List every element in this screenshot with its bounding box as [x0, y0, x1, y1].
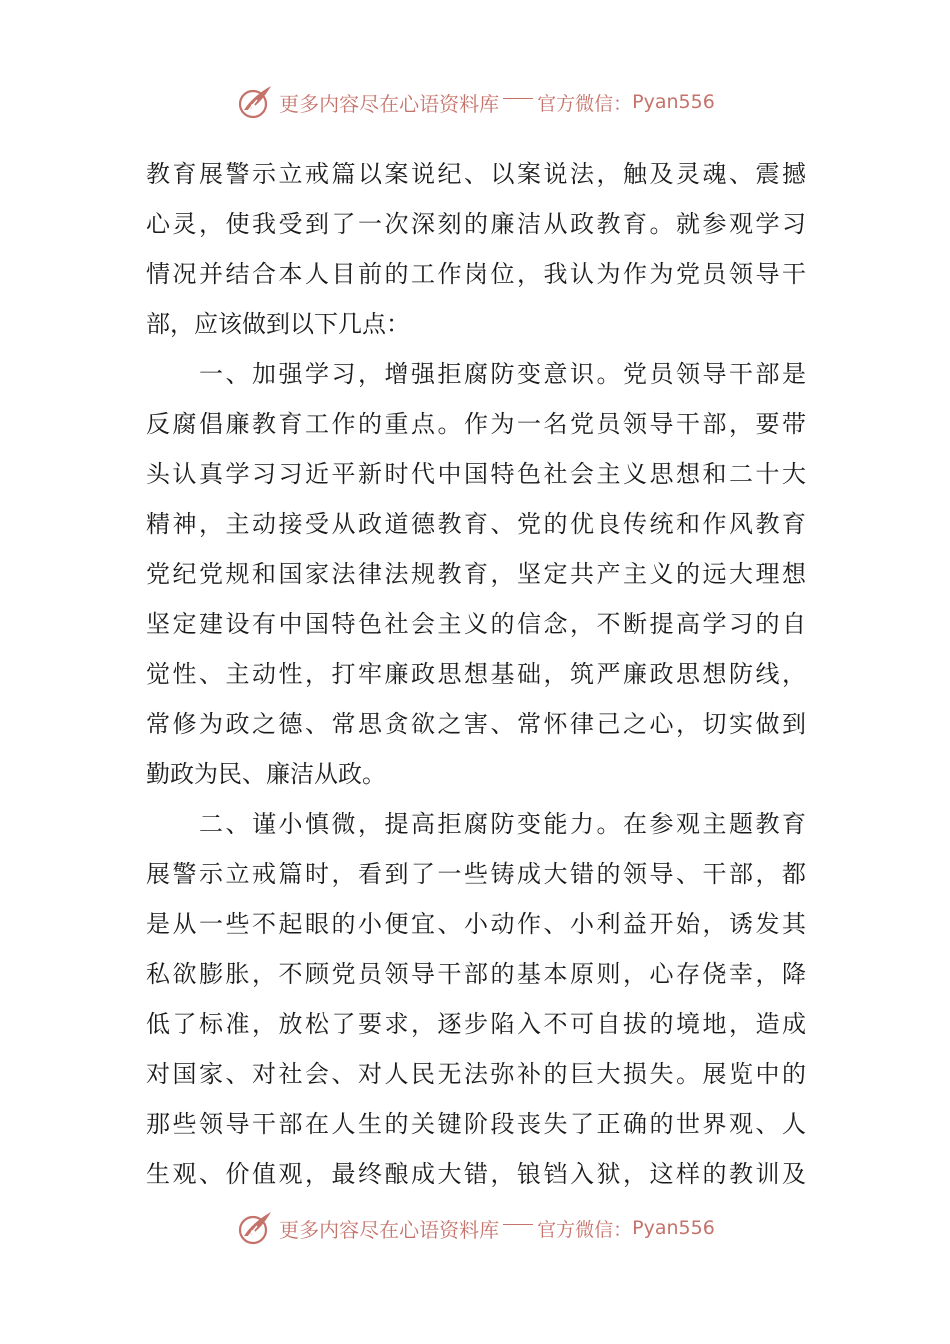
banner-wechat-label: 官方微信：	[537, 92, 633, 115]
banner-dash	[503, 1224, 533, 1225]
text-line: 常修为政之德、常思贪欲之害、常怀律己之心，切实做到	[146, 710, 806, 738]
text-line: 是从一些不起眼的小便宜、小动作、小利益开始，诱发其	[146, 910, 806, 938]
banner-wechat-id: Pyan556	[632, 1217, 715, 1239]
text-line: 生观、价值观，最终酿成大错，锒铛入狱，这样的教训及	[146, 1160, 806, 1188]
text-line: 精神，主动接受从政道德教育、党的优良传统和作风教育	[146, 510, 806, 538]
banner-dash	[503, 98, 533, 99]
text-line: 私欲膨胀，不顾党员领导干部的基本原则，心存侥幸，降	[146, 960, 806, 988]
text-line: 反腐倡廉教育工作的重点。作为一名党员领导干部，要带	[146, 410, 806, 438]
text-line: 部，应该做到以下几点：	[146, 310, 410, 338]
quill-pen-seal-icon	[235, 82, 275, 122]
text-line: 头认真学习习近平新时代中国特色社会主义思想和二十大	[146, 460, 806, 488]
text-line: 一、加强学习，增强拒腐防变意识。党员领导干部是	[146, 360, 806, 388]
text-line: 对国家、对社会、对人民无法弥补的巨大损失。展览中的	[146, 1060, 806, 1088]
paragraph-intro	[146, 149, 806, 349]
banner-wechat-label: 官方微信：	[537, 1218, 633, 1241]
quill-pen-seal-icon	[235, 1208, 275, 1248]
text-line: 坚定建设有中国特色社会主义的信念，不断提高学习的自	[146, 610, 806, 638]
banner-brand-text: 更多内容尽在心语资料库	[279, 1217, 500, 1242]
text-line: 教育展警示立戒篇以案说纪、以案说法，触及灵魂、震撼	[146, 160, 806, 188]
paragraph-point-one	[146, 349, 806, 799]
text-line: 展警示立戒篇时，看到了一些铸成大错的领导、干部，都	[146, 860, 806, 888]
paragraph-point-two	[146, 799, 806, 1199]
banner-brand-text: 更多内容尽在心语资料库	[279, 91, 500, 116]
text-line: 党纪党规和国家法律法规教育，坚定共产主义的远大理想	[146, 560, 806, 588]
text-line: 勤政为民、廉洁从政。	[146, 760, 386, 788]
document-body	[146, 149, 806, 1199]
text-line: 低了标准，放松了要求，逐步陷入不可自拔的境地，造成	[146, 1010, 806, 1038]
text-line: 那些领导干部在人生的关键阶段丧失了正确的世界观、人	[146, 1110, 806, 1138]
text-line: 觉性、主动性，打牢廉政思想基础，筑严廉政思想防线，	[146, 660, 806, 688]
header-watermark-banner	[0, 80, 950, 124]
text-line: 二、谨小慎微，提高拒腐防变能力。在参观主题教育	[146, 810, 806, 838]
banner-wechat-id: Pyan556	[632, 91, 715, 113]
text-line: 心灵，使我受到了一次深刻的廉洁从政教育。就参观学习	[146, 210, 806, 238]
footer-watermark-banner	[0, 1206, 950, 1250]
text-line: 情况并结合本人目前的工作岗位，我认为作为党员领导干	[146, 260, 806, 288]
